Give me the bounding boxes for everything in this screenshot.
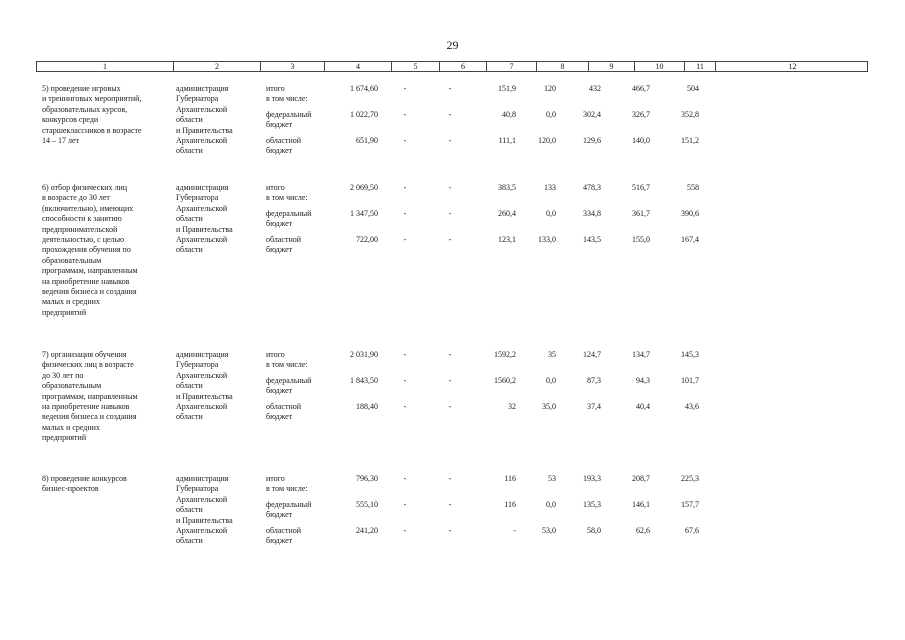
row-4-value-col-10: 62,6 — [636, 526, 650, 535]
row-4-value-col-9: 193,3 — [583, 474, 601, 483]
row-1-value-col-6: - — [448, 136, 452, 145]
row-4-executor-line: и Правительства — [176, 515, 233, 525]
row-2-description-line: малых и средних — [42, 297, 100, 307]
row-2-value-col-8: 133 — [544, 183, 556, 192]
row-1-value-col-8: 120,0 — [538, 136, 556, 145]
row-2-description-line: предприятий — [42, 307, 87, 317]
row-2-source-line: в том числе: — [266, 193, 308, 202]
row-4-value-col-7: 116 — [504, 474, 516, 483]
row-4-value-col-9: 135,3 — [583, 500, 601, 509]
table-header — [36, 61, 868, 72]
row-3-value-col-5: - — [403, 350, 407, 359]
row-2-source-line: итого — [266, 183, 285, 192]
row-2-value-col-9: 143,5 — [583, 235, 601, 244]
row-1-value-col-10: 326,7 — [632, 110, 650, 119]
header-col-4: 4 — [325, 62, 392, 71]
row-2-executor-line: и Правительства — [176, 224, 233, 234]
row-2-value-col-4: 2 069,50 — [350, 183, 378, 192]
row-4-description-line: 8) проведение конкурсов — [42, 474, 127, 483]
header-col-3: 3 — [261, 62, 325, 71]
page-number: 29 — [446, 38, 459, 52]
row-3-source-line: федеральный — [266, 376, 312, 385]
row-4-value-col-4: 555,10 — [356, 500, 378, 509]
header-col-10: 10 — [635, 62, 685, 71]
row-3-value-col-5: - — [403, 402, 407, 411]
row-1-value-col-11: 151,2 — [681, 136, 699, 145]
row-1-value-col-10: 466,7 — [632, 84, 650, 93]
row-3-description-line: физических лиц в возрасте — [42, 360, 134, 370]
row-4-value-col-11: 67,6 — [685, 526, 699, 535]
row-1-description-line: старшеклассников в возрасте — [42, 125, 142, 135]
row-3-description-line: программам, направленным — [42, 391, 138, 401]
row-1-value-col-4: 1 674,60 — [350, 84, 378, 93]
row-4-description-line: бизнес-проектов — [42, 484, 99, 494]
row-1-value-col-5: - — [403, 84, 407, 93]
row-3-value-col-7: 32 — [508, 402, 516, 411]
row-1-source-line: бюджет — [266, 120, 293, 129]
row-4-executor-line: области — [176, 536, 203, 546]
row-2-value-col-10: 155,0 — [632, 235, 650, 244]
row-3-executor-line: администрация — [176, 350, 229, 359]
row-1-source-line: итого — [266, 84, 285, 93]
row-3-value-col-6: - — [448, 350, 452, 359]
row-1-value-col-7: 111,1 — [498, 136, 516, 145]
row-3-value-col-11: 101,7 — [681, 376, 699, 385]
row-1-executor-line: администрация — [176, 84, 229, 93]
row-3-value-col-4: 1 843,50 — [350, 376, 378, 385]
header-col-6: 6 — [440, 62, 487, 71]
row-1-value-col-9: 432 — [589, 84, 601, 93]
row-1-value-col-6: - — [448, 84, 452, 93]
row-2-value-col-4: 722,00 — [356, 235, 378, 244]
row-1-value-col-6: - — [448, 110, 452, 119]
row-2-value-col-10: 361,7 — [632, 209, 650, 218]
row-4-value-col-8: 0,0 — [546, 500, 556, 509]
row-4-value-col-4: 241,20 — [356, 526, 378, 535]
row-3-value-col-5: - — [403, 376, 407, 385]
row-1-value-col-10: 140,0 — [632, 136, 650, 145]
row-1-value-col-11: 504 — [687, 84, 699, 93]
row-1-value-col-8: 120 — [544, 84, 556, 93]
row-3-executor-line: и Правительства — [176, 391, 233, 401]
row-4-value-col-10: 146,1 — [632, 500, 650, 509]
header-col-11: 11 — [685, 62, 716, 71]
row-3-value-col-11: 43,6 — [685, 402, 699, 411]
row-2-executor-line: Архангельской — [176, 203, 228, 213]
row-3-source-line: областной — [266, 402, 302, 411]
row-3-value-col-10: 94,3 — [636, 376, 650, 385]
row-2-description-line: способности к занятию — [42, 214, 122, 224]
row-3-value-col-7: 1592,2 — [494, 350, 516, 359]
row-2-value-col-11: 558 — [687, 183, 699, 192]
row-3-value-col-8: 35,0 — [542, 402, 556, 411]
row-2-description-line: программам, направленным — [42, 266, 138, 276]
header-col-12: 12 — [788, 62, 797, 71]
row-2-value-col-6: - — [448, 235, 452, 244]
row-2-executor-line: Губернатора — [176, 193, 219, 203]
row-1-description-line: 14 – 17 лет — [42, 136, 80, 145]
row-2-value-col-9: 478,3 — [583, 183, 601, 192]
row-2-value-col-6: - — [448, 183, 452, 192]
row-4-value-col-9: 58,0 — [587, 526, 601, 535]
row-1-executor-line: области — [176, 115, 203, 125]
row-3-value-col-8: 35 — [548, 350, 556, 359]
row-2-source-line: бюджет — [266, 219, 293, 228]
row-3-value-col-10: 40,4 — [636, 402, 650, 411]
row-1-description-line: и тренинговых мероприятий, — [42, 94, 142, 104]
row-4-value-col-11: 157,7 — [681, 500, 699, 509]
row-4-value-col-8: 53 — [548, 474, 556, 483]
row-2-value-col-6: - — [448, 209, 452, 218]
row-4-value-col-6: - — [448, 526, 452, 535]
row-2-source-line: бюджет — [266, 245, 293, 254]
row-4-value-col-4: 796,30 — [356, 474, 378, 483]
row-2-executor-line: области — [176, 245, 203, 255]
row-1-description-line: образовательных курсов, — [42, 104, 128, 114]
row-1-value-col-8: 0,0 — [546, 110, 556, 119]
row-1-executor-line: и Правительства — [176, 125, 233, 135]
header-col-2: 2 — [174, 62, 261, 71]
row-1-value-col-5: - — [403, 110, 407, 119]
header-col-8: 8 — [537, 62, 589, 71]
row-1-executor-line: Архангельской — [176, 136, 228, 145]
row-2-description-line: предпринимательской — [42, 224, 118, 234]
row-3-description-line: до 30 лет по — [42, 370, 84, 380]
row-2-executor-line: Архангельской — [176, 235, 228, 244]
row-2-value-col-11: 167,4 — [681, 235, 699, 244]
row-2-value-col-11: 390,6 — [681, 209, 699, 218]
row-2-description-line: прохождения обучения по — [42, 245, 131, 255]
row-3-source-line: в том числе: — [266, 360, 308, 369]
row-2-value-col-8: 133,0 — [538, 235, 556, 244]
row-2-description-line: 6) отбор физических лиц — [42, 183, 128, 192]
row-4-value-col-8: 53,0 — [542, 526, 556, 535]
row-3-executor-line: Архангельской — [176, 402, 228, 411]
row-4-value-col-5: - — [403, 474, 407, 483]
row-3-executor-line: Губернатора — [176, 360, 219, 370]
row-2-source-line: областной — [266, 235, 302, 244]
row-2-value-col-8: 0,0 — [546, 209, 556, 218]
row-3-value-col-6: - — [448, 376, 452, 385]
row-1-value-col-7: 151,9 — [498, 84, 516, 93]
row-2-executor-line: области — [176, 214, 203, 224]
row-4-executor-line: области — [176, 505, 203, 515]
row-3-source-line: бюджет — [266, 412, 293, 421]
row-1-value-col-7: 40,8 — [502, 110, 516, 119]
row-4-executor-line: администрация — [176, 474, 229, 483]
row-2-description-line: (включительно), имеющих — [42, 203, 134, 213]
row-4-value-col-5: - — [403, 526, 407, 535]
row-4-value-col-7: 116 — [504, 500, 516, 509]
row-1-value-col-11: 352,8 — [681, 110, 699, 119]
row-3-value-col-9: 37,4 — [587, 402, 601, 411]
row-3-value-col-8: 0,0 — [546, 376, 556, 385]
row-4-value-col-5: - — [403, 500, 407, 509]
row-1-value-col-4: 651,90 — [356, 136, 378, 145]
row-4-executor-line: Архангельской — [176, 494, 228, 504]
row-3-value-col-6: - — [448, 402, 452, 411]
row-2-value-col-10: 516,7 — [632, 183, 650, 192]
header-col-9: 9 — [589, 62, 635, 71]
row-3-value-col-9: 87,3 — [587, 376, 601, 385]
row-3-source-line: бюджет — [266, 386, 293, 395]
row-1-value-col-5: - — [403, 136, 407, 145]
row-4-source-line: областной — [266, 526, 302, 535]
row-1-source-line: федеральный — [266, 110, 312, 119]
row-2-value-col-4: 1 347,50 — [350, 209, 378, 218]
row-3-description-line: 7) организация обучения — [42, 350, 127, 359]
row-4-source-line: бюджет — [266, 536, 293, 545]
row-1-value-col-4: 1 022,70 — [350, 110, 378, 119]
row-3-value-col-4: 2 031,90 — [350, 350, 378, 359]
row-2-value-col-7: 123,1 — [498, 235, 516, 244]
header-col-7: 7 — [487, 62, 537, 71]
row-3-value-col-9: 124,7 — [583, 350, 601, 359]
row-4-value-col-11: 225,3 — [681, 474, 699, 483]
row-4-source-line: в том числе: — [266, 484, 308, 493]
row-3-executor-line: области — [176, 412, 203, 422]
row-4-source-line: итого — [266, 474, 285, 483]
row-4-value-col-6: - — [448, 500, 452, 509]
row-2-value-col-5: - — [403, 183, 407, 192]
row-4-source-line: бюджет — [266, 510, 293, 519]
row-1-description-line: 5) проведение игровых — [42, 84, 121, 93]
row-3-description-line: образовательным — [42, 381, 102, 391]
row-1-executor-line: Архангельской — [176, 104, 228, 114]
row-3-executor-line: Архангельской — [176, 370, 228, 380]
row-1-source-line: в том числе: — [266, 94, 308, 103]
row-2-value-col-7: 383,5 — [498, 183, 516, 192]
row-3-value-col-11: 145,3 — [681, 350, 699, 359]
header-col-5: 5 — [392, 62, 440, 71]
row-3-description-line: ведения бизнеса и создания — [42, 412, 137, 422]
row-1-value-col-9: 129,6 — [583, 136, 601, 145]
row-4-executor-line: Губернатора — [176, 484, 219, 494]
row-1-source-line: бюджет — [266, 146, 293, 155]
row-1-description-line: конкурсов среди — [42, 115, 99, 125]
row-3-source-line: итого — [266, 350, 285, 359]
row-3-description-line: на приобретение навыков — [42, 402, 130, 411]
row-2-value-col-5: - — [403, 235, 407, 244]
row-4-value-col-6: - — [448, 474, 452, 483]
row-3-executor-line: области — [176, 381, 203, 391]
row-3-description-line: предприятий — [42, 433, 87, 443]
row-3-value-col-10: 134,7 — [632, 350, 650, 359]
row-4-source-line: федеральный — [266, 500, 312, 509]
row-2-source-line: федеральный — [266, 209, 312, 218]
header-col-1: 1 — [37, 62, 174, 71]
row-4-executor-line: Архангельской — [176, 526, 228, 535]
row-1-value-col-9: 302,4 — [583, 110, 601, 119]
row-1-executor-line: области — [176, 146, 203, 156]
row-2-value-col-9: 334,8 — [583, 209, 601, 218]
row-1-source-line: областной — [266, 136, 302, 145]
row-4-value-col-10: 208,7 — [632, 474, 650, 483]
row-2-value-col-5: - — [403, 209, 407, 218]
row-2-executor-line: администрация — [176, 183, 229, 192]
row-2-description-line: ведения бизнеса и создания — [42, 287, 137, 296]
row-2-description-line: деятельностью, с целью — [42, 235, 125, 244]
row-2-description-line: в возрасте до 30 лет — [42, 193, 110, 203]
row-4-value-col-7: - — [513, 526, 516, 535]
row-2-description-line: на приобретение навыков — [42, 276, 130, 286]
row-2-description-line: образовательным — [42, 255, 102, 265]
row-3-value-col-4: 188,40 — [356, 402, 378, 411]
row-3-description-line: малых и средних — [42, 422, 100, 432]
row-3-value-col-7: 1560,2 — [494, 376, 516, 385]
row-2-value-col-7: 260,4 — [498, 209, 516, 218]
row-1-executor-line: Губернатора — [176, 94, 219, 104]
